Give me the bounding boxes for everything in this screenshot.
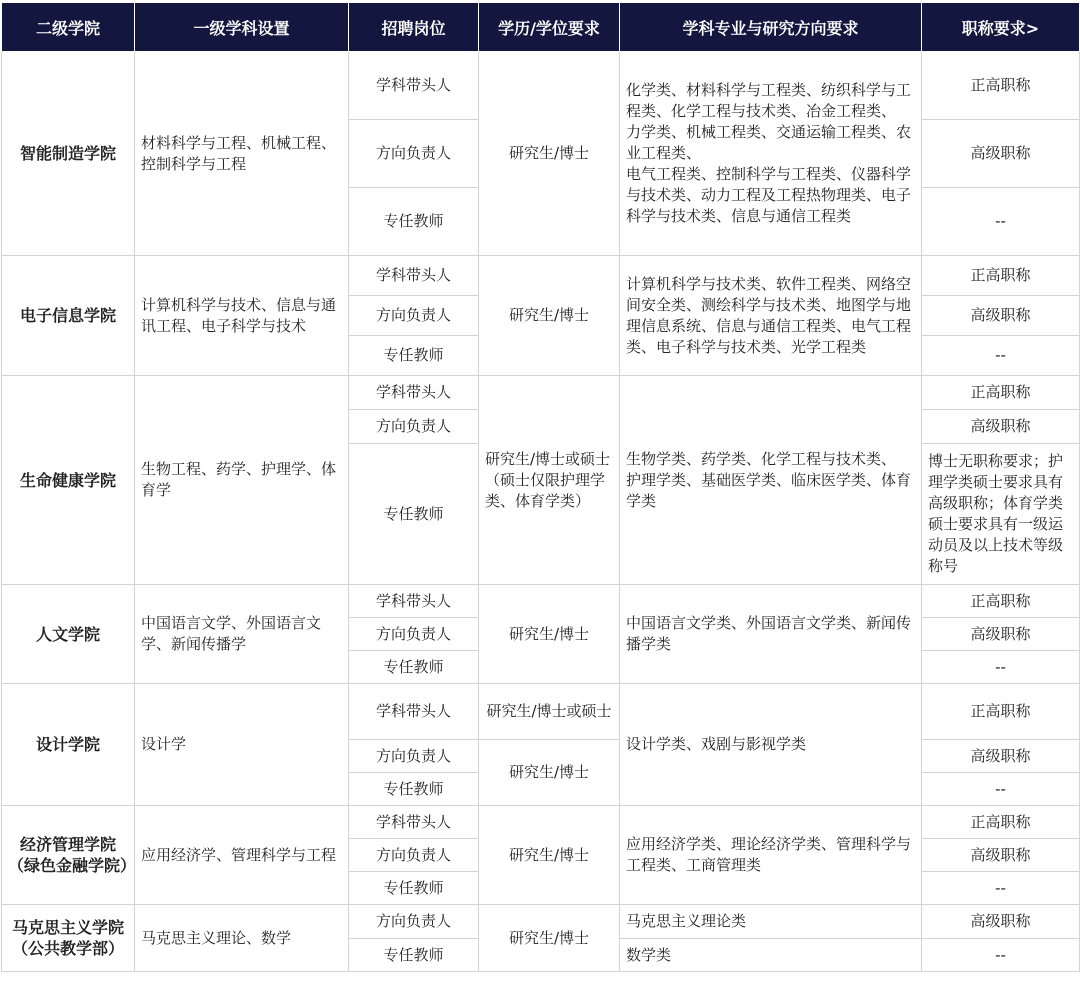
table-row (2, 256, 1080, 296)
degree-cell: 研究生/博士 (479, 740, 620, 806)
position-cell: 方向负责人 (349, 839, 479, 872)
title-cell: 正高职称 (922, 585, 1080, 618)
title-cell: -- (922, 188, 1080, 256)
title-cell: 高级职称 (922, 839, 1080, 872)
college-name: 设计学院 (2, 684, 135, 806)
college-name: 经济管理学院（绿色金融学院） (2, 806, 135, 905)
discipline-cell: 应用经济学、管理科学与工程 (135, 806, 349, 905)
majors-cell: 计算机科学与技术类、软件工程类、网络空间安全类、测绘科学与技术类、地图学与地理信息系统、信息与通信工程类、电气工程类、电子科学与技术类、光学工程类 (620, 256, 922, 376)
degree-cell: 研究生/博士 (479, 905, 620, 972)
title-cell: -- (922, 773, 1080, 806)
degree-cell: 研究生/博士 (479, 52, 620, 256)
discipline-cell: 设计学 (135, 684, 349, 806)
position-cell: 学科带头人 (349, 376, 479, 410)
header-title-requirement: 职称要求> (922, 3, 1080, 52)
discipline-cell: 马克思主义理论、数学 (135, 905, 349, 972)
position-cell: 方向负责人 (349, 740, 479, 773)
title-cell: 正高职称 (922, 256, 1080, 296)
majors-cell: 中国语言文学类、外国语言文学类、新闻传播学类 (620, 585, 922, 684)
table-row (2, 905, 1080, 939)
title-cell: 高级职称 (922, 296, 1080, 336)
table-row (2, 52, 1080, 120)
title-cell: 正高职称 (922, 806, 1080, 839)
position-cell: 学科带头人 (349, 806, 479, 839)
title-cell: 高级职称 (922, 740, 1080, 773)
title-cell: -- (922, 939, 1080, 972)
table-row (2, 376, 1080, 410)
discipline-cell: 生物工程、药学、护理学、体育学 (135, 376, 349, 585)
college-name: 生命健康学院 (2, 376, 135, 585)
title-cell: 正高职称 (922, 376, 1080, 410)
position-cell: 方向负责人 (349, 410, 479, 444)
discipline-cell: 中国语言文学、外国语言文学、新闻传播学 (135, 585, 349, 684)
table-row (2, 585, 1080, 618)
header-college: 二级学院 (2, 3, 135, 52)
majors-cell: 设计学类、戏剧与影视学类 (620, 684, 922, 806)
position-cell: 学科带头人 (349, 585, 479, 618)
degree-cell: 研究生/博士或硕士（硕士仅限护理学类、体育学类） (479, 376, 620, 585)
title-cell: 高级职称 (922, 120, 1080, 188)
header-disciplines: 一级学科设置 (135, 3, 349, 52)
position-cell: 方向负责人 (349, 296, 479, 336)
recruitment-table (1, 2, 1080, 972)
college-name: 智能制造学院 (2, 52, 135, 256)
degree-cell: 研究生/博士或硕士 (479, 684, 620, 740)
majors-cell: 应用经济学类、理论经济学类、管理科学与工程类、工商管理类 (620, 806, 922, 905)
title-cell: -- (922, 336, 1080, 376)
position-cell: 方向负责人 (349, 618, 479, 651)
title-cell: 高级职称 (922, 905, 1080, 939)
position-cell: 学科带头人 (349, 256, 479, 296)
majors-cell: 数学类 (620, 939, 922, 972)
table-row (2, 806, 1080, 839)
majors-cell: 生物学类、药学类、化学工程与技术类、 护理学类、基础医学类、临床医学类、体育学类 (620, 376, 922, 585)
college-name: 马克思主义学院（公共教学部） (2, 905, 135, 972)
majors-cell: 化学类、材料科学与工程类、纺织科学与工程类、化学工程与技术类、冶金工程类、 力学类、机械工程类、交通运输工程类、农业工程类、 电气工程类、控制科学与工程类、仪器科学与技术类、动力工程及工程热物理类、电子科学与技术类、信息与通信工程类 (620, 52, 922, 256)
title-cell: 高级职称 (922, 410, 1080, 444)
majors-cell: 马克思主义理论类 (620, 905, 922, 939)
table-row (2, 684, 1080, 740)
position-cell: 方向负责人 (349, 905, 479, 939)
position-cell: 专任教师 (349, 444, 479, 585)
discipline-cell: 材料科学与工程、机械工程、控制科学与工程 (135, 52, 349, 256)
degree-cell: 研究生/博士 (479, 585, 620, 684)
header-majors: 学科专业与研究方向要求 (620, 3, 922, 52)
title-cell: -- (922, 872, 1080, 905)
position-cell: 专任教师 (349, 939, 479, 972)
header-degree: 学历/学位要求 (479, 3, 620, 52)
title-cell: 高级职称 (922, 618, 1080, 651)
college-name: 电子信息学院 (2, 256, 135, 376)
degree-cell: 研究生/博士 (479, 806, 620, 905)
title-cell: 正高职称 (922, 52, 1080, 120)
position-cell: 方向负责人 (349, 120, 479, 188)
position-cell: 专任教师 (349, 872, 479, 905)
position-cell: 学科带头人 (349, 52, 479, 120)
title-cell: 博士无职称要求；护理学类硕士要求具有高级职称；体育学类硕士要求具有一级运动员及以上技术等级称号 (922, 444, 1080, 585)
header-position: 招聘岗位 (349, 3, 479, 52)
discipline-cell: 计算机科学与技术、信息与通讯工程、电子科学与技术 (135, 256, 349, 376)
position-cell: 专任教师 (349, 651, 479, 684)
position-cell: 学科带头人 (349, 684, 479, 740)
title-cell: 正高职称 (922, 684, 1080, 740)
table-header-row (2, 3, 1080, 52)
position-cell: 专任教师 (349, 336, 479, 376)
college-name: 人文学院 (2, 585, 135, 684)
position-cell: 专任教师 (349, 188, 479, 256)
degree-cell: 研究生/博士 (479, 256, 620, 376)
title-cell: -- (922, 651, 1080, 684)
position-cell: 专任教师 (349, 773, 479, 806)
